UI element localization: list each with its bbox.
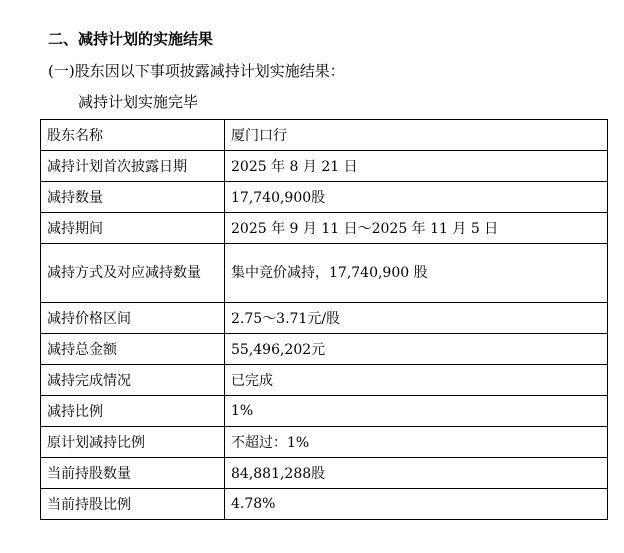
row-value-reduction-period: 2025 年 9 月 11 日～2025 年 11 月 5 日	[225, 213, 608, 244]
subheading: (一)股东因以下事项披露减持计划实施结果：	[48, 62, 345, 80]
table-row	[41, 334, 608, 365]
table-row	[41, 120, 608, 151]
row-label-price-range: 减持价格区间	[41, 303, 225, 334]
row-value-shareholder-name: 厦门口行	[225, 120, 608, 151]
row-value-reduction-ratio: 1%	[225, 396, 608, 427]
row-value-reduction-method: 集中竞价减持，17,740,900 股	[225, 244, 608, 303]
table-row	[41, 365, 608, 396]
table-row	[41, 458, 608, 489]
row-label-reduction-period: 减持期间	[41, 213, 225, 244]
table-row	[41, 182, 608, 213]
row-value-first-disclosure-date: 2025 年 8 月 21 日	[225, 151, 608, 182]
row-value-current-holdings: 84,881,288股	[225, 458, 608, 489]
table-row	[41, 244, 608, 303]
row-value-total-amount: 55,496,202元	[225, 334, 608, 365]
row-value-current-ratio: 4.78%	[225, 489, 608, 520]
row-label-current-holdings: 当前持股数量	[41, 458, 225, 489]
table-row	[41, 489, 608, 520]
row-label-completion-status: 减持完成情况	[41, 365, 225, 396]
row-value-price-range: 2.75～3.71元/股	[225, 303, 608, 334]
table-row	[41, 303, 608, 334]
row-label-first-disclosure-date: 减持计划首次披露日期	[41, 151, 225, 182]
row-label-reduction-method: 减持方式及对应减持数量	[41, 244, 225, 303]
row-value-completion-status: 已完成	[225, 365, 608, 396]
row-label-planned-ratio: 原计划减持比例	[41, 427, 225, 458]
table-row	[41, 427, 608, 458]
row-label-total-amount: 减持总金额	[41, 334, 225, 365]
table-row	[41, 213, 608, 244]
table-row	[41, 396, 608, 427]
row-value-reduction-quantity: 17,740,900股	[225, 182, 608, 213]
row-label-reduction-ratio: 减持比例	[41, 396, 225, 427]
reduction-result-table	[40, 119, 608, 520]
row-label-current-ratio: 当前持股比例	[41, 489, 225, 520]
status-line: 减持计划实施完毕	[78, 93, 199, 111]
table-row	[41, 151, 608, 182]
row-label-shareholder-name: 股东名称	[41, 120, 225, 151]
row-value-planned-ratio: 不超过：1%	[225, 427, 608, 458]
section-heading: 二、减持计划的实施结果	[48, 30, 214, 48]
row-label-reduction-quantity: 减持数量	[41, 182, 225, 213]
